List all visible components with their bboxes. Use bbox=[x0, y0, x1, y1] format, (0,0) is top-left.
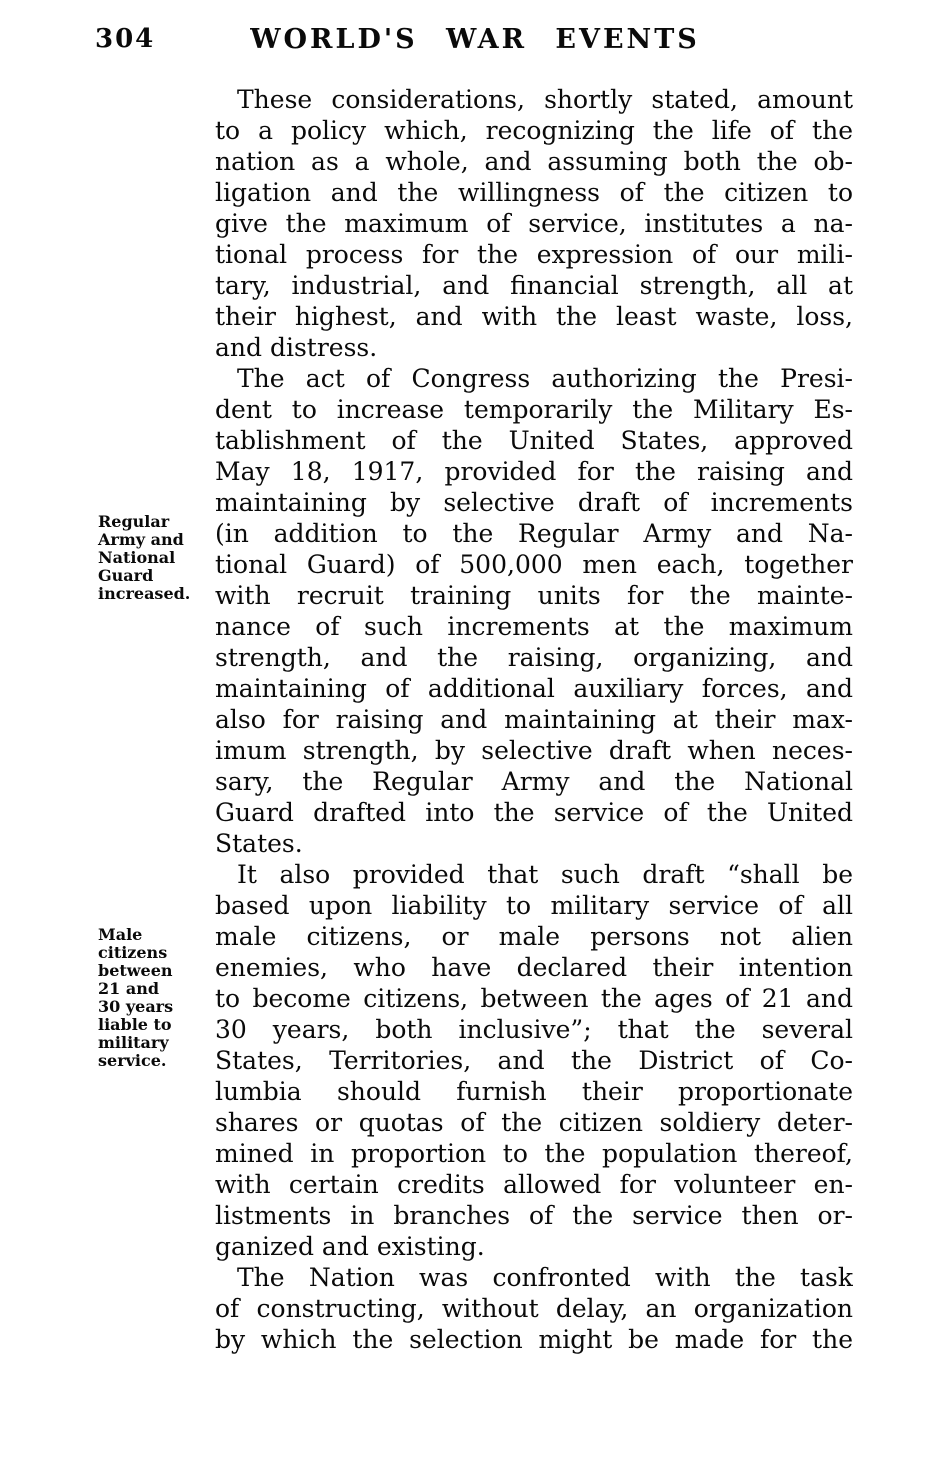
body-line: (in addition to the Regular Army and Na- bbox=[215, 519, 853, 548]
paragraph bbox=[215, 84, 853, 363]
body-line: imum strength, by selective draft when neces- bbox=[215, 736, 853, 765]
paragraph bbox=[215, 363, 853, 859]
body-line: States, Territories, and the District of Co- bbox=[215, 1046, 853, 1075]
body-line: The act of Congress authorizing the Presi- bbox=[237, 364, 853, 393]
page-number: 304 bbox=[95, 24, 156, 54]
body-line: These considerations, shortly stated, amount bbox=[237, 85, 853, 114]
body-line: shares or quotas of the citizen soldiery deter- bbox=[215, 1108, 853, 1137]
body-line: maintaining by selective draft of increments bbox=[215, 488, 853, 517]
body-line: nance of such increments at the maximum bbox=[215, 612, 853, 641]
body-line: sary, the Regular Army and the National bbox=[215, 767, 853, 796]
body-line: States. bbox=[215, 829, 303, 858]
body-line: based upon liability to military service of all bbox=[215, 891, 853, 920]
body-line: listments in branches of the service then or- bbox=[215, 1201, 853, 1230]
body-line: their highest, and with the least waste, loss, bbox=[215, 302, 853, 331]
running-title: WORLD'S WAR EVENTS bbox=[250, 24, 700, 55]
body-line: ligation and the willingness of the citizen to bbox=[215, 178, 853, 207]
body-line: The Nation was confronted with the task bbox=[237, 1263, 853, 1292]
body-line: mined in proportion to the population thereof, bbox=[215, 1139, 853, 1168]
margin-note-male-citizens-liable: Male citizens between 21 and 30 years liable to military service. bbox=[98, 925, 174, 1070]
body-line: nation as a whole, and assuming both the ob- bbox=[215, 147, 853, 176]
paragraph bbox=[215, 1262, 853, 1355]
body-line: tablishment of the United States, approved bbox=[215, 426, 853, 455]
body-line: to become citizens, between the ages of 21 and bbox=[215, 984, 853, 1013]
body-line: of constructing, without delay, an organization bbox=[215, 1294, 853, 1323]
body-text bbox=[215, 84, 853, 1355]
body-line: give the maximum of service, institutes a na- bbox=[215, 209, 853, 238]
body-line: May 18, 1917, provided for the raising and bbox=[215, 457, 853, 486]
body-line: tional process for the expression of our mili- bbox=[215, 240, 853, 269]
body-line: tary, industrial, and financial strength, all at bbox=[215, 271, 853, 300]
body-line: tional Guard) of 500,000 men each, together bbox=[215, 550, 853, 579]
body-line: lumbia should furnish their proportionate bbox=[215, 1077, 853, 1106]
body-line: It also provided that such draft “shall be bbox=[237, 860, 853, 889]
body-line: with certain credits allowed for volunteer en- bbox=[215, 1170, 853, 1199]
body-line: to a policy which, recognizing the life of the bbox=[215, 116, 853, 145]
page-header bbox=[0, 24, 950, 58]
body-line: enemies, who have declared their intention bbox=[215, 953, 853, 982]
margin-note-regular-army-increased: Regular Army and National Guard increased. bbox=[98, 512, 191, 603]
body-line: ganized and existing. bbox=[215, 1232, 485, 1261]
body-line: Guard drafted into the service of the United bbox=[215, 798, 853, 827]
body-line: by which the selection might be made for the bbox=[215, 1325, 853, 1354]
paragraph bbox=[215, 859, 853, 1262]
body-line: strength, and the raising, organizing, and bbox=[215, 643, 853, 672]
body-line: male citizens, or male persons not alien bbox=[215, 922, 853, 951]
body-line: maintaining of additional auxiliary forces, and bbox=[215, 674, 853, 703]
body-line: dent to increase temporarily the Military Es- bbox=[215, 395, 853, 424]
body-line: 30 years, both inclusive”; that the several bbox=[215, 1015, 853, 1044]
body-line: with recruit training units for the mainte- bbox=[215, 581, 853, 610]
body-line: also for raising and maintaining at their max- bbox=[215, 705, 853, 734]
body-line: and distress. bbox=[215, 333, 378, 362]
